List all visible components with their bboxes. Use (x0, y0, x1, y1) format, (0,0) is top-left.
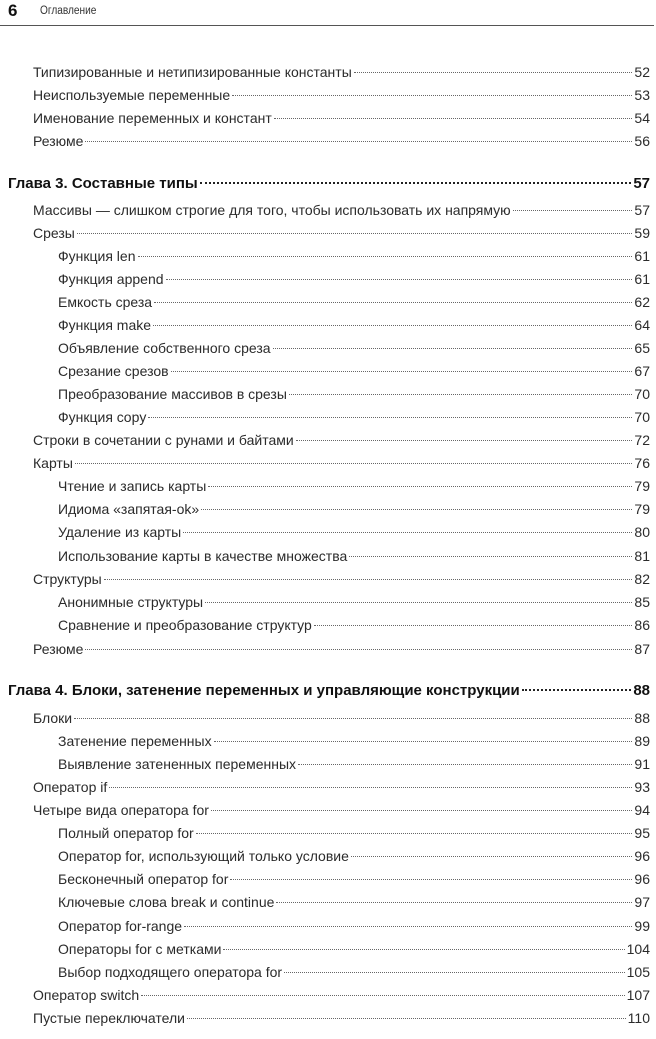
toc-entry-title: Оператор switch (33, 987, 140, 1003)
toc-entry-title: Затенение переменных (58, 733, 212, 749)
toc-entry (33, 130, 650, 152)
toc-entry-page: 65 (634, 340, 650, 356)
toc-entry (58, 614, 650, 636)
dot-leader (205, 602, 632, 603)
toc-entry (33, 984, 650, 1006)
toc-entry (58, 730, 650, 752)
toc-entry (33, 107, 650, 129)
toc-entry-page: 76 (634, 455, 650, 471)
toc-entry (58, 498, 650, 520)
toc-entry (58, 822, 650, 844)
dot-leader (223, 949, 624, 950)
dot-leader (289, 394, 633, 395)
toc-entry (58, 915, 650, 937)
toc-entry-title: Именование переменных и констант (33, 110, 272, 126)
toc-entry-title: Сравнение и преобразование структур (58, 617, 312, 633)
dot-leader (85, 141, 632, 142)
toc-entry-page: 70 (634, 386, 650, 402)
toc-entry-title: Массивы — слишком строгие для того, чтобы использовать их напрямую (33, 202, 511, 218)
dot-leader (232, 95, 632, 96)
toc-entry (58, 337, 650, 359)
dot-leader (284, 972, 625, 973)
toc-entry-page: 53 (634, 87, 650, 103)
toc-entry-title: Функция copy (58, 409, 147, 425)
toc-entry-page: 97 (634, 894, 650, 910)
toc-entry-page: 88 (634, 710, 650, 726)
dot-leader (208, 486, 632, 487)
dot-leader (276, 902, 632, 903)
toc-entry-title: Функция len (58, 248, 136, 264)
toc-entry-title: Выявление затененных переменных (58, 756, 297, 772)
running-header (0, 0, 656, 28)
dot-leader (148, 417, 632, 418)
toc-entry-page: 95 (634, 825, 650, 841)
toc-entry-page: 107 (626, 987, 650, 1003)
dot-leader (166, 279, 633, 280)
toc-entry-title: Резюме (33, 641, 84, 657)
dot-leader (354, 72, 633, 73)
toc-entry (33, 707, 650, 729)
toc-entry-title: Четыре вида оператора for (33, 802, 209, 818)
dot-leader (138, 256, 633, 257)
toc-entry-page: 70 (634, 409, 650, 425)
toc-entry-title: Срезы (33, 225, 75, 241)
toc-entry-title: Резюме (33, 133, 84, 149)
toc-entry-page: 96 (634, 848, 650, 864)
toc-entry-title: Глава 3. Составные типы (8, 175, 198, 192)
toc-entry-title: Оператор if (33, 779, 108, 795)
toc-entry-page: 110 (627, 1010, 650, 1026)
toc-entry (58, 521, 650, 543)
toc-entry (58, 961, 650, 983)
dot-leader (196, 833, 633, 834)
toc-entry (33, 776, 650, 798)
toc-entry-page: 105 (626, 964, 650, 980)
toc-entry (33, 799, 650, 821)
dot-leader (513, 210, 633, 211)
toc-entry-title: Глава 4. Блоки, затенение переменных и управляющие конструкции (8, 682, 520, 699)
toc-chapter-entry (8, 680, 650, 702)
dot-leader (351, 856, 633, 857)
toc-entry-title: Объявление собственного среза (58, 340, 271, 356)
toc-entry-page: 96 (634, 871, 650, 887)
toc-entry-page: 61 (634, 271, 650, 287)
toc-entry-title: Блоки (33, 710, 73, 726)
toc-entry-title: Карты (33, 455, 73, 471)
toc-entry-page: 85 (634, 594, 650, 610)
toc-entry (58, 753, 650, 775)
toc-entry-title: Преобразование массивов в срезы (58, 386, 287, 402)
toc-entry-title: Анонимные структуры (58, 594, 204, 610)
dot-leader (171, 371, 633, 372)
toc-entry-page: 72 (634, 432, 650, 448)
toc-entry (58, 268, 650, 290)
toc-entry-page: 80 (634, 524, 650, 540)
dot-leader (211, 810, 632, 811)
toc-entry-page: 62 (634, 294, 650, 310)
toc-entry-title: Емкость среза (58, 294, 153, 310)
toc-entry-title: Функция make (58, 317, 152, 333)
dot-leader (296, 440, 633, 441)
toc-entry-title: Структуры (33, 571, 102, 587)
toc-entry (58, 545, 650, 567)
toc-entry-page: 93 (634, 779, 650, 795)
dot-leader (77, 233, 633, 234)
toc-entry (33, 1007, 650, 1029)
dot-leader (230, 879, 632, 880)
toc-entry (58, 845, 650, 867)
toc-entry-page: 64 (634, 317, 650, 333)
toc-entry-page: 104 (626, 941, 650, 957)
dot-leader (187, 1018, 626, 1019)
toc-entry (58, 475, 650, 497)
toc-entry-page: 57 (633, 175, 650, 192)
toc-entry (58, 245, 650, 267)
toc-entry-page: 57 (634, 202, 650, 218)
toc-entry-page: 54 (634, 110, 650, 126)
dot-leader (75, 463, 633, 464)
dot-leader (200, 182, 632, 184)
toc-entry (33, 429, 650, 451)
dot-leader (274, 118, 633, 119)
toc-entry (33, 568, 650, 590)
toc-entry (58, 360, 650, 382)
dot-leader (154, 302, 632, 303)
toc-entry (58, 406, 650, 428)
toc-entry-title: Оператор for-range (58, 918, 183, 934)
toc-entry-title: Строки в сочетании с рунами и байтами (33, 432, 294, 448)
dot-leader (109, 787, 632, 788)
dot-leader (85, 649, 632, 650)
toc-entry-title: Использование карты в качестве множества (58, 548, 348, 564)
toc-chapter-entry (8, 173, 650, 195)
dot-leader (141, 995, 625, 996)
toc-entry-page: 82 (634, 571, 650, 587)
toc-entry-title: Выбор подходящего оператора for (58, 964, 283, 980)
toc-entry-title: Чтение и запись карты (58, 478, 207, 494)
toc-entry-page: 67 (634, 363, 650, 379)
toc-entry (58, 314, 650, 336)
toc-entry (58, 938, 650, 960)
toc-entry (58, 891, 650, 913)
toc-entry (33, 452, 650, 474)
toc-entry-title: Функция append (58, 271, 164, 287)
dot-leader (273, 348, 633, 349)
toc-entry-title: Неиспользуемые переменные (33, 87, 231, 103)
toc-entry (33, 199, 650, 221)
toc-entry (33, 638, 650, 660)
toc-entry-page: 79 (634, 478, 650, 494)
toc-entry-title: Оператор for, использующий только условие (58, 848, 349, 864)
toc-entry-page: 89 (634, 733, 650, 749)
toc-entry (33, 61, 650, 83)
toc-entry (58, 383, 650, 405)
toc-entry-title: Операторы for с метками (58, 941, 222, 957)
dot-leader (298, 764, 632, 765)
toc-entry-page: 91 (634, 756, 650, 772)
dot-leader (153, 325, 632, 326)
toc-entry-title: Пустые переключатели (33, 1010, 185, 1026)
dot-leader (184, 926, 632, 927)
toc-entry-page: 61 (634, 248, 650, 264)
toc-entry-page: 79 (634, 501, 650, 517)
dot-leader (74, 718, 632, 719)
dot-leader (314, 625, 633, 626)
toc-entry (58, 591, 650, 613)
toc-entry-page: 56 (634, 133, 650, 149)
toc-entry-page: 86 (634, 617, 650, 633)
toc-entry-title: Идиома «запятая-ok» (58, 501, 200, 517)
toc-entry (33, 222, 650, 244)
toc-entry-title: Полный оператор for (58, 825, 194, 841)
dot-leader (104, 579, 633, 580)
toc-entry-page: 81 (634, 548, 650, 564)
toc-entry-title: Бесконечный оператор for (58, 871, 229, 887)
toc-entry-page: 87 (634, 641, 650, 657)
toc-entry-page: 99 (634, 918, 650, 934)
header-rule (0, 25, 654, 26)
toc-entry-page: 94 (634, 802, 650, 818)
dot-leader (183, 532, 632, 533)
toc-entry (33, 84, 650, 106)
running-header-title: Оглавление (40, 5, 97, 17)
toc-entry-title: Срезание срезов (58, 363, 169, 379)
toc-entry (58, 291, 650, 313)
dot-leader (349, 556, 632, 557)
dot-leader (201, 509, 632, 510)
toc-entry-title: Ключевые слова break и continue (58, 894, 275, 910)
page-number: 6 (8, 1, 18, 20)
dot-leader (522, 689, 632, 691)
toc-entry-page: 59 (634, 225, 650, 241)
toc-entry-page: 52 (634, 64, 650, 80)
toc-entry-title: Типизированные и нетипизированные константы (33, 64, 352, 80)
toc-entry-title: Удаление из карты (58, 524, 182, 540)
dot-leader (214, 741, 633, 742)
toc-entry (58, 868, 650, 890)
toc-entry-page: 88 (633, 682, 650, 699)
